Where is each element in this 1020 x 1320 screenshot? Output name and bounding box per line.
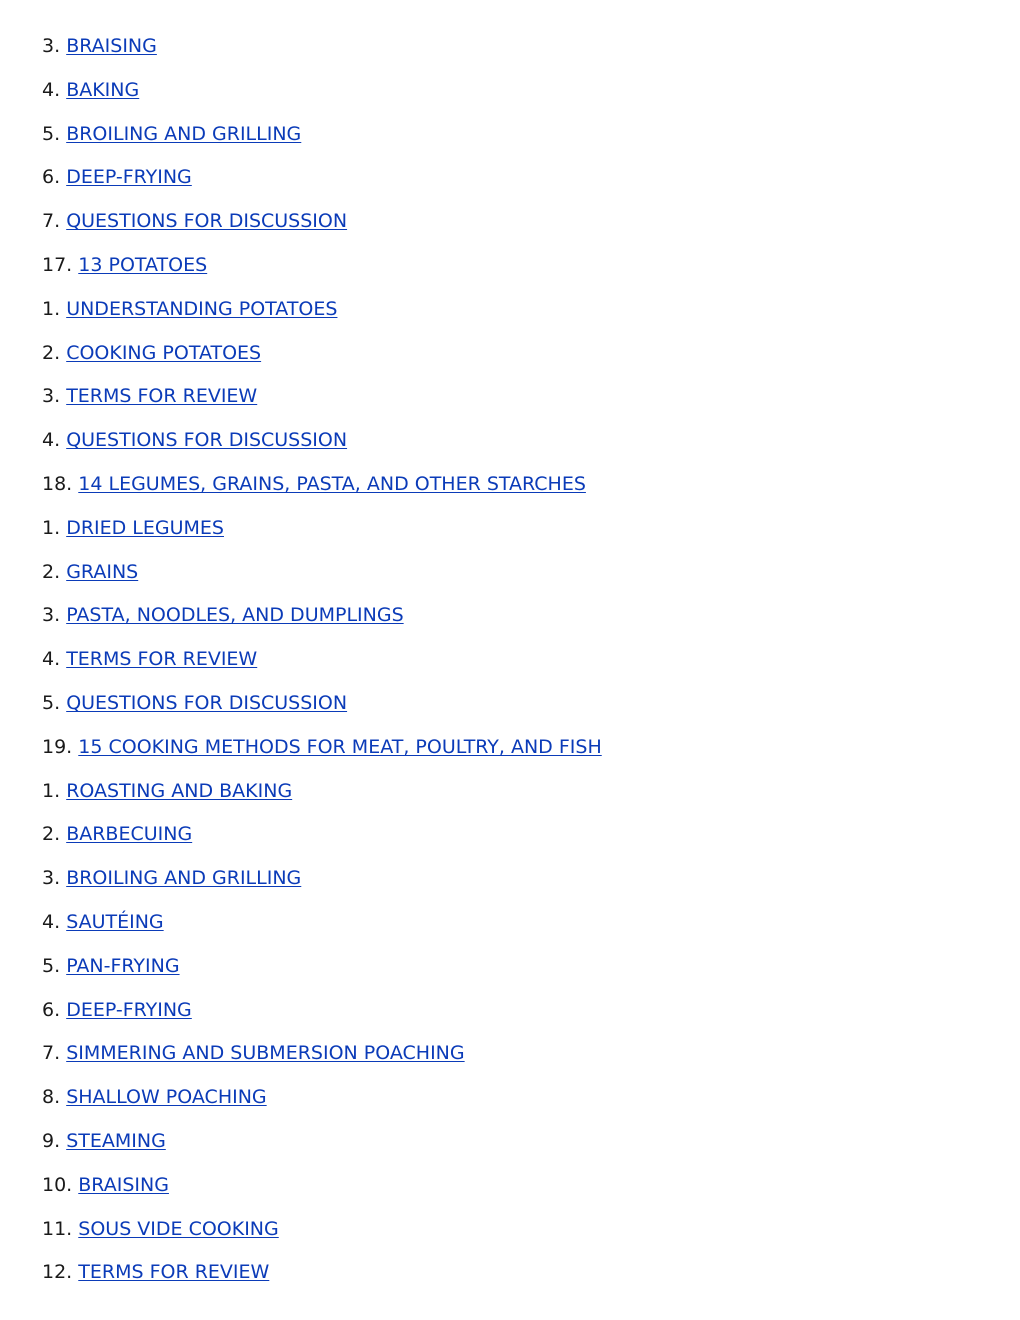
toc-link[interactable]: 14 LEGUMES, GRAINS, PASTA, AND OTHER STARCHES: [78, 472, 586, 495]
toc-link[interactable]: BROILING AND GRILLING: [66, 122, 302, 145]
toc-entry-number: 4.: [42, 910, 61, 933]
toc-link[interactable]: BRAISING: [66, 35, 157, 57]
toc-link[interactable]: TERMS FOR REVIEW: [66, 385, 258, 408]
toc-entry-number: 7.: [42, 1042, 61, 1065]
toc-entry: [42, 208, 602, 252]
toc-entry: [42, 997, 602, 1041]
toc-entry-number: 2.: [42, 341, 61, 364]
toc-link[interactable]: TERMS FOR REVIEW: [78, 1261, 270, 1284]
toc-entry: [42, 340, 602, 384]
toc-entry: [42, 1172, 602, 1216]
toc-entry-number: 4.: [42, 648, 61, 671]
toc-link[interactable]: BAKING: [66, 78, 140, 101]
toc-entry-number: 17.: [42, 253, 73, 276]
toc-link[interactable]: SOUS VIDE COOKING: [78, 1217, 279, 1240]
toc-link[interactable]: 15 COOKING METHODS FOR MEAT, POULTRY, AND FISH: [78, 735, 602, 758]
toc-link[interactable]: BROILING AND GRILLING: [66, 867, 302, 890]
toc-entry-number: 6.: [42, 166, 61, 189]
toc-entry: [42, 865, 602, 909]
toc-entry-number: 1.: [42, 516, 61, 539]
toc-entry-number: 6.: [42, 998, 61, 1021]
toc-link[interactable]: BRAISING: [78, 1173, 169, 1196]
toc-entry-number: 9.: [42, 1129, 61, 1152]
toc-link[interactable]: QUESTIONS FOR DISCUSSION: [66, 210, 348, 233]
toc-link[interactable]: DRIED LEGUMES: [66, 516, 224, 539]
toc-link[interactable]: COOKING POTATOES: [66, 341, 262, 364]
toc-entry: [42, 778, 602, 822]
toc-entry-number: 3.: [42, 385, 61, 408]
toc-entry-number: 4.: [42, 429, 61, 452]
toc-entry: [42, 383, 602, 427]
toc-entry: [42, 602, 602, 646]
toc-entry: [42, 77, 602, 121]
toc-entry-number: 18.: [42, 472, 73, 495]
toc-link[interactable]: GRAINS: [66, 560, 139, 583]
toc-link[interactable]: SAUTÉING: [66, 910, 164, 933]
toc-link[interactable]: ROASTING AND BAKING: [66, 779, 293, 802]
toc-entry: [42, 33, 602, 77]
toc-link[interactable]: BARBECUING: [66, 823, 193, 846]
toc-entry: [42, 909, 602, 953]
toc-entry-number: 5.: [42, 122, 61, 145]
toc-link[interactable]: PASTA, NOODLES, AND DUMPLINGS: [66, 604, 404, 627]
toc-entry: [42, 1259, 602, 1303]
toc-entry: [42, 296, 602, 340]
toc-entry: [42, 953, 602, 997]
toc-entry-number: 8.: [42, 1086, 61, 1109]
toc-entry: [42, 690, 602, 734]
toc-link[interactable]: QUESTIONS FOR DISCUSSION: [66, 429, 348, 452]
toc-entry: [42, 121, 602, 165]
toc-entry: [42, 164, 602, 208]
toc-link[interactable]: STEAMING: [66, 1129, 166, 1152]
toc-entry: [42, 734, 602, 778]
toc-entry-number: 1.: [42, 779, 61, 802]
toc-link[interactable]: SHALLOW POACHING: [66, 1086, 267, 1109]
toc-entry-number: 3.: [42, 35, 61, 57]
toc-entry-number: 11.: [42, 1217, 73, 1240]
toc-link[interactable]: UNDERSTANDING POTATOES: [66, 297, 338, 320]
toc-link[interactable]: QUESTIONS FOR DISCUSSION: [66, 691, 348, 714]
toc-entry-number: 5.: [42, 691, 61, 714]
toc-entry-number: 10.: [42, 1173, 73, 1196]
toc-entry: [42, 559, 602, 603]
table-of-contents: [42, 33, 602, 1303]
toc-entry: [42, 646, 602, 690]
toc-entry: [42, 471, 602, 515]
toc-entry-number: 3.: [42, 867, 61, 890]
toc-entry-number: 19.: [42, 735, 73, 758]
toc-entry: [42, 427, 602, 471]
toc-link[interactable]: SIMMERING AND SUBMERSION POACHING: [66, 1042, 465, 1065]
toc-entry: [42, 1216, 602, 1260]
toc-entry-number: 3.: [42, 604, 61, 627]
toc-link[interactable]: PAN-FRYING: [66, 954, 180, 977]
toc-entry: [42, 1128, 602, 1172]
toc-entry-number: 2.: [42, 823, 61, 846]
toc-entry: [42, 515, 602, 559]
toc-entry-number: 2.: [42, 560, 61, 583]
toc-link[interactable]: TERMS FOR REVIEW: [66, 648, 258, 671]
toc-entry-number: 1.: [42, 297, 61, 320]
toc-entry-number: 5.: [42, 954, 61, 977]
toc-link[interactable]: 13 POTATOES: [78, 253, 208, 276]
toc-entry-number: 7.: [42, 210, 61, 233]
toc-entry-number: 4.: [42, 78, 61, 101]
toc-entry: [42, 252, 602, 296]
toc-entry-number: 12.: [42, 1261, 73, 1284]
toc-entry: [42, 1084, 602, 1128]
toc-entry: [42, 821, 602, 865]
toc-entry: [42, 1040, 602, 1084]
toc-link[interactable]: DEEP-FRYING: [66, 998, 192, 1021]
toc-link[interactable]: DEEP-FRYING: [66, 166, 192, 189]
